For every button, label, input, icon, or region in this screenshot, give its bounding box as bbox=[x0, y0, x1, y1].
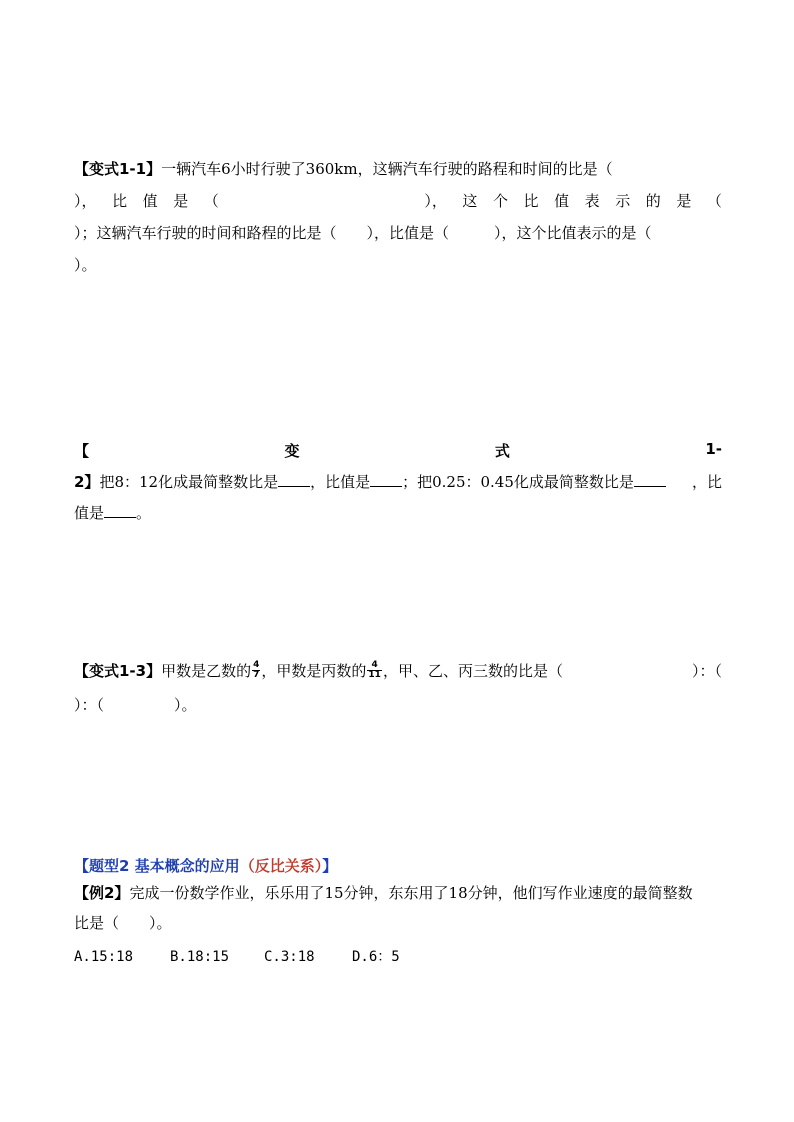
answer-blank[interactable] bbox=[104, 503, 136, 518]
answer-blank[interactable] bbox=[370, 472, 402, 487]
variant-1-1-line-1 bbox=[74, 158, 613, 179]
variant-1-2-line-3: 值是 。 bbox=[74, 504, 152, 522]
question-type-2-title: 题型2 基本概念的应用 bbox=[89, 857, 240, 875]
variant-1-2-label-line: 【 变 式 1- bbox=[74, 440, 722, 460]
variant-1-1-line-4: ）。 bbox=[74, 256, 97, 274]
variant-1-1-text-1: 一辆汽车6小时行驶了360km，这辆汽车行驶的路程和时间的比是（ bbox=[161, 160, 613, 178]
fraction-4-7: $\frac{4}{7}$ bbox=[253, 660, 260, 680]
variant-1-1-label: 【变式1-1】 bbox=[74, 160, 162, 178]
example-2-line-2: 比是（ ）。 bbox=[74, 914, 172, 932]
variant-1-3-line-1: 【变式1-3】 甲数是乙数的 $\frac{4}{7}$ ，甲数是丙数的 $\frac{4}{11}$ ，甲、乙、丙三数的比是（ ）：（ bbox=[74, 660, 722, 680]
answer-blank[interactable] bbox=[278, 472, 310, 487]
variant-1-2-line-2: 2】把8：12化成最简整数比是 ，比值是 ；把0.25：0.45化成最简整数比是 ，比 bbox=[74, 473, 722, 491]
example-2-label: 【例2】 bbox=[74, 884, 130, 902]
answer-blank[interactable] bbox=[634, 472, 666, 487]
variant-1-1-line-2: ）， 比 值 是 （ ）， 这 个 比 值 表 示 的 是 （ bbox=[74, 192, 722, 210]
example-2-line-1: 【例2】完成一份数学作业，乐乐用了15分钟，东东用了18分钟，他们写作业速度的最简整数 bbox=[74, 884, 693, 902]
fraction-4-11: $\frac{4}{11}$ bbox=[368, 660, 381, 680]
option-b[interactable]: B.18:15 bbox=[170, 949, 230, 965]
variant-1-3-line-2: ）：（ ）。 bbox=[74, 696, 197, 714]
variant-1-3-label: 【变式1-3】 bbox=[74, 662, 162, 680]
example-2-options bbox=[74, 946, 400, 966]
option-c[interactable]: C.3:18 bbox=[264, 949, 315, 965]
variant-1-1-line-3: ）；这辆汽车行驶的时间和路程的比是（ ），比值是（ ），这个比值表示的是（ bbox=[74, 224, 652, 242]
option-a[interactable]: A.15:18 bbox=[74, 949, 134, 965]
question-type-2-paren: （反比关系） bbox=[239, 857, 323, 875]
option-d[interactable]: D.6：5 bbox=[352, 949, 400, 965]
